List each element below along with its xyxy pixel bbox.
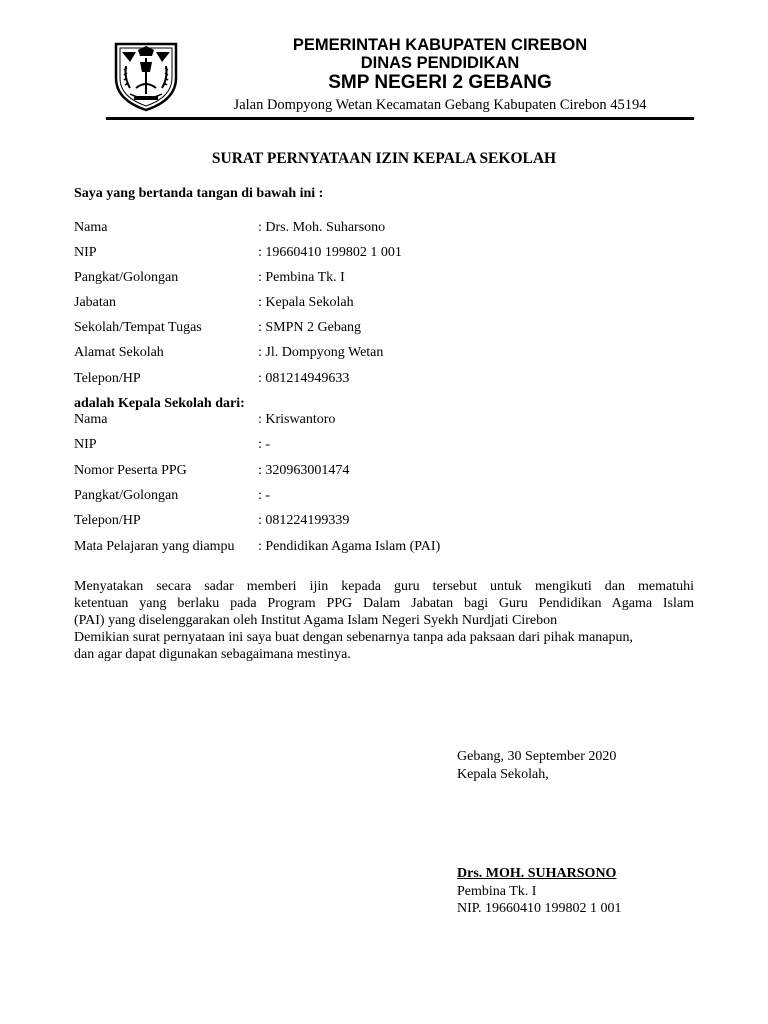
closing-line: Demikian surat pernyataan ini saya buat dengan sebenarnya tanpa ada paksaan dari pihak manapun,	[74, 630, 634, 645]
signature-position: Kepala Sekolah,	[457, 767, 549, 782]
field-value: : Pendidikan Agama Islam (PAI)	[258, 539, 441, 554]
statement-paragraph	[74, 578, 694, 663]
teacher-subheading: adalah Kepala Sekolah dari:	[74, 396, 245, 411]
field-label: Nama	[74, 412, 108, 427]
signature-place-date: Gebang, 30 September 2020	[457, 749, 617, 764]
field-label: Nama	[74, 220, 108, 235]
header-government-line: PEMERINTAH KABUPATEN CIREBON	[292, 36, 588, 54]
field-value: : -	[258, 488, 271, 503]
signatory-rank: Pembina Tk. I	[457, 884, 537, 899]
statement-line: ketentuan yang berlaku pada Program PPG Dalam Jabatan bagi Guru Pendidikan Agama Islam	[74, 596, 694, 611]
field-value: : -	[258, 437, 271, 452]
signatory-nip: NIP. 19660410 199802 1 001	[457, 901, 622, 916]
field-label: Jabatan	[74, 295, 116, 310]
field-label: Nomor Peserta PPG	[74, 463, 187, 478]
header-agency-line: DINAS PENDIDIKAN	[360, 54, 520, 72]
field-label: Pangkat/Golongan	[74, 270, 179, 285]
field-label: NIP	[74, 245, 97, 260]
field-label: Mata Pelajaran yang diampu	[74, 539, 235, 554]
field-label: NIP	[74, 437, 97, 452]
field-value: : Jl. Dompyong Wetan	[258, 345, 384, 360]
signatory-name: Drs. MOH. SUHARSONO	[457, 866, 617, 881]
header-address: Jalan Dompyong Wetan Kecamatan Gebang Kabupaten Cirebon 45194	[233, 97, 647, 113]
field-value: : 320963001474	[258, 463, 350, 478]
closing-line: dan agar dapat digunakan sebagaimana mestinya.	[74, 647, 351, 662]
field-label: Pangkat/Golongan	[74, 488, 179, 503]
field-value: : Kriswantoro	[258, 412, 336, 427]
header-school-name: SMP NEGERI 2 GEBANG	[328, 72, 552, 93]
field-value: : 19660410 199802 1 001	[258, 245, 402, 260]
field-label: Sekolah/Tempat Tugas	[74, 320, 202, 335]
field-value: : 081214949633	[258, 371, 350, 386]
field-label: Alamat Sekolah	[74, 345, 164, 360]
field-label: Telepon/HP	[74, 371, 141, 386]
statement-line: Menyatakan secara sadar memberi ijin kepada guru tersebut untuk mengikuti dan mematuhi	[74, 579, 694, 594]
intro-text: Saya yang bertanda tangan di bawah ini :	[74, 186, 324, 201]
field-label: Telepon/HP	[74, 513, 141, 528]
cirebon-regency-emblem-icon	[108, 38, 184, 114]
field-value: : Drs. Moh. Suharsono	[258, 220, 386, 235]
letter-title: SURAT PERNYATAAN IZIN KEPALA SEKOLAH	[211, 150, 557, 167]
field-value: : Kepala Sekolah	[258, 295, 354, 310]
statement-line: (PAI) yang diselenggarakan oleh Institut Agama Islam Negeri Syekh Nurdjati Cirebon	[74, 613, 558, 628]
field-value: : Pembina Tk. I	[258, 270, 345, 285]
field-value: : SMPN 2 Gebang	[258, 320, 362, 335]
field-value: : 081224199339	[258, 513, 350, 528]
header-divider	[106, 117, 694, 120]
